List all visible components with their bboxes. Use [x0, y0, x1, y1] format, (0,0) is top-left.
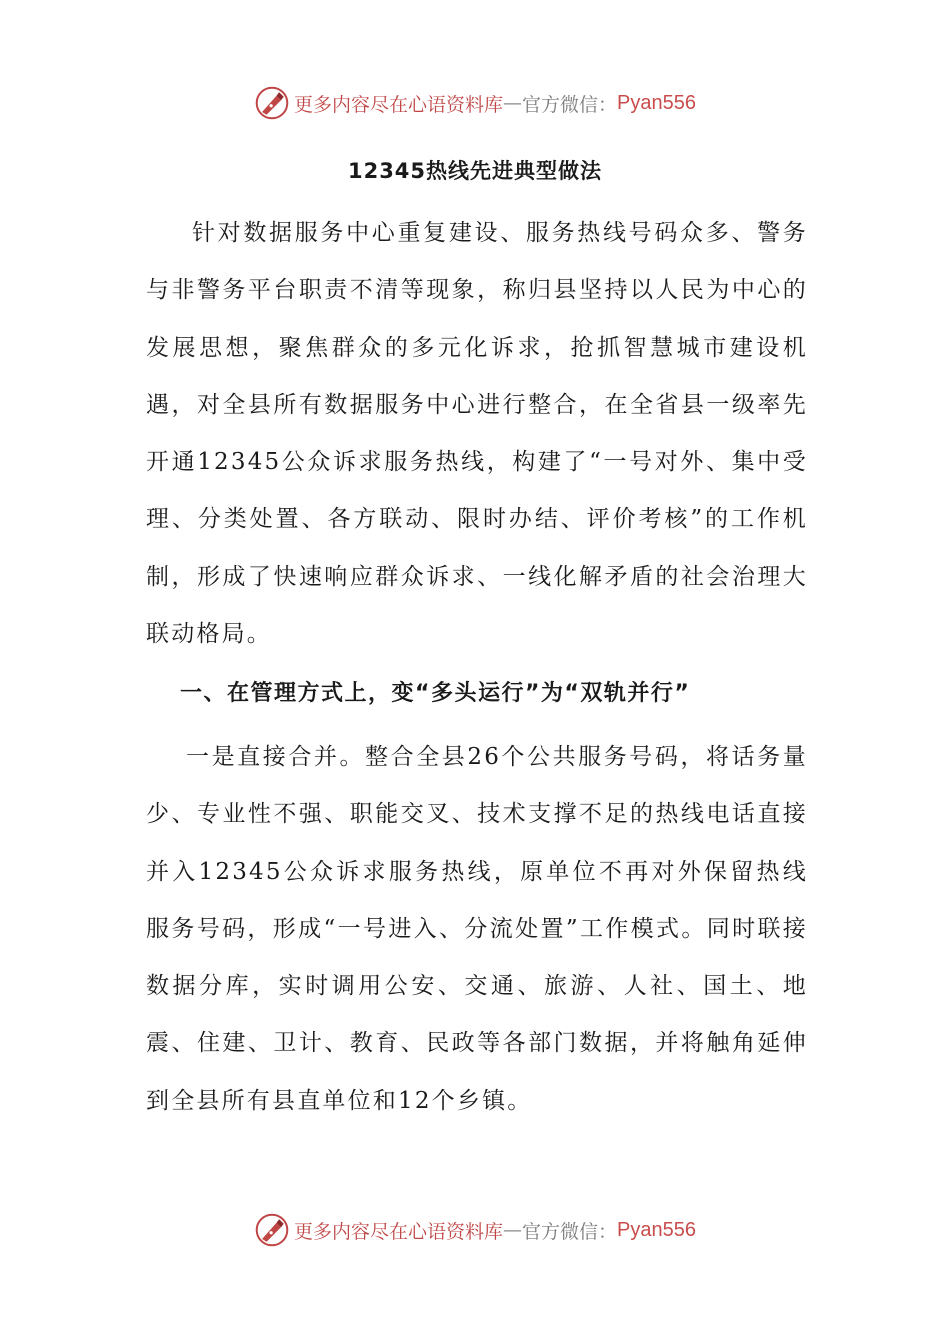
- watermark-label: 官方微信：: [522, 93, 618, 116]
- section-heading: 一、在管理方式上，变“多头运行”为“双轨并行”: [180, 681, 691, 706]
- intro-paragraph: 针对数据服务中心重复建设、服务热线号码众多、警务与非警务平台职责不清等现象，称归县坚持以人民为中心的发展思想，聚焦群众的多元化诉求，抢抓智慧城市建设机遇，对全县所有数据服务中心进行整合，在全省县一级率先开通12345公众诉求服务热线，构建了“一号对外、集中受理、分类处置、各方联动、限时办结、评价考核”的工作机制，形成了快速响应群众诉求、一线化解矛盾的社会治理大联动格局。: [146, 220, 808, 648]
- pen-logo-icon: [254, 85, 290, 121]
- watermark-header: [0, 83, 950, 123]
- watermark-footer: [0, 1210, 950, 1250]
- watermark-separator: —: [503, 1219, 523, 1241]
- watermark-brand: 更多内容尽在心语资料库: [294, 93, 504, 116]
- watermark-brand: 更多内容尽在心语资料库: [294, 1220, 504, 1243]
- document-title: 12345热线先进典型做法: [347, 159, 603, 183]
- watermark-wechat-id: Pyan556: [617, 91, 696, 114]
- watermark-wechat-id: Pyan556: [617, 1218, 696, 1241]
- section-paragraph: 一是直接合并。整合全县26个公共服务号码，将话务量少、专业性不强、职能交叉、技术支撑不足的热线电话直接并入12345公众诉求服务热线，原单位不再对外保留热线服务号码，形成“一号进入、分流处置”工作模式。同时联接数据分库，实时调用公安、交通、旅游、人社、国土、地震、住建、卫计、教育、民政等各部门数据，并将触角延伸到全县所有县直单位和12个乡镇。: [146, 744, 808, 1114]
- watermark-label: 官方微信：: [522, 1220, 618, 1243]
- pen-logo-icon: [254, 1212, 290, 1248]
- watermark-separator: —: [503, 92, 523, 114]
